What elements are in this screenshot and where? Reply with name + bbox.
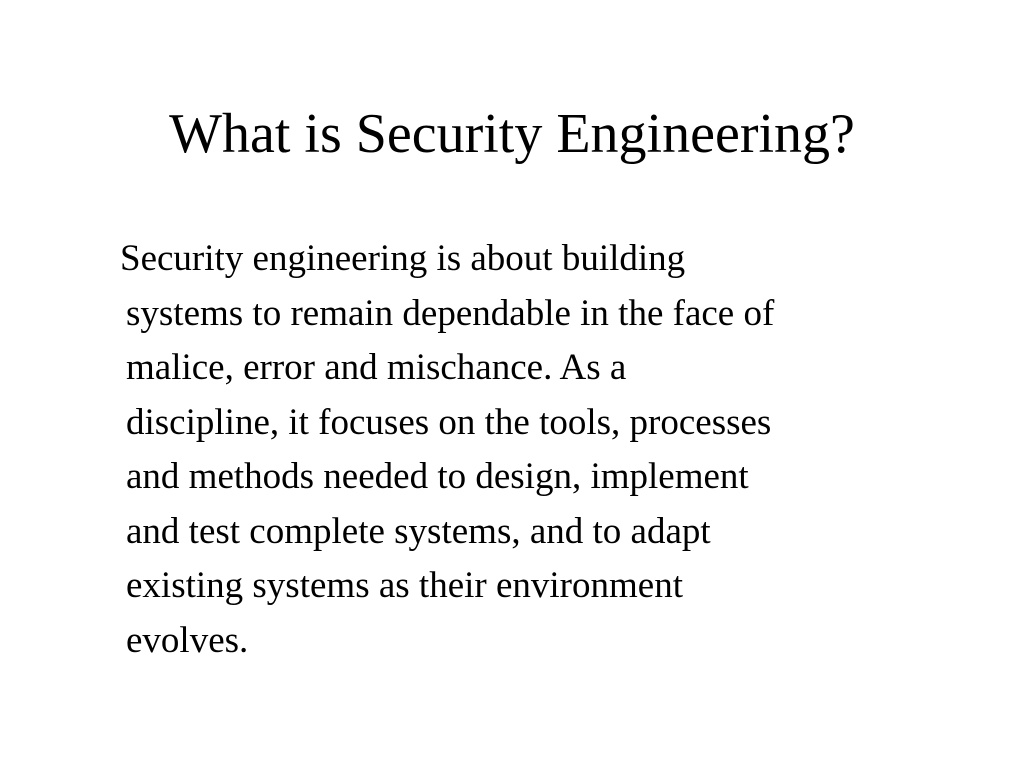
body-line: and methods needed to design, implement <box>126 456 749 497</box>
body-line: systems to remain dependable in the face of <box>126 292 775 334</box>
body-line: evolves. <box>126 619 249 661</box>
body-line: and test complete systems, and to adapt <box>126 510 711 552</box>
body-line: discipline, it focuses on the tools, processes <box>126 401 772 443</box>
body-line: malice, error and mischance. As a <box>126 347 627 388</box>
body-line: Security engineering is about building <box>120 238 686 279</box>
body-line: existing systems as their environment <box>126 565 683 606</box>
slide-title: What is Security Engineering? <box>169 103 855 165</box>
slide-body <box>120 232 946 668</box>
